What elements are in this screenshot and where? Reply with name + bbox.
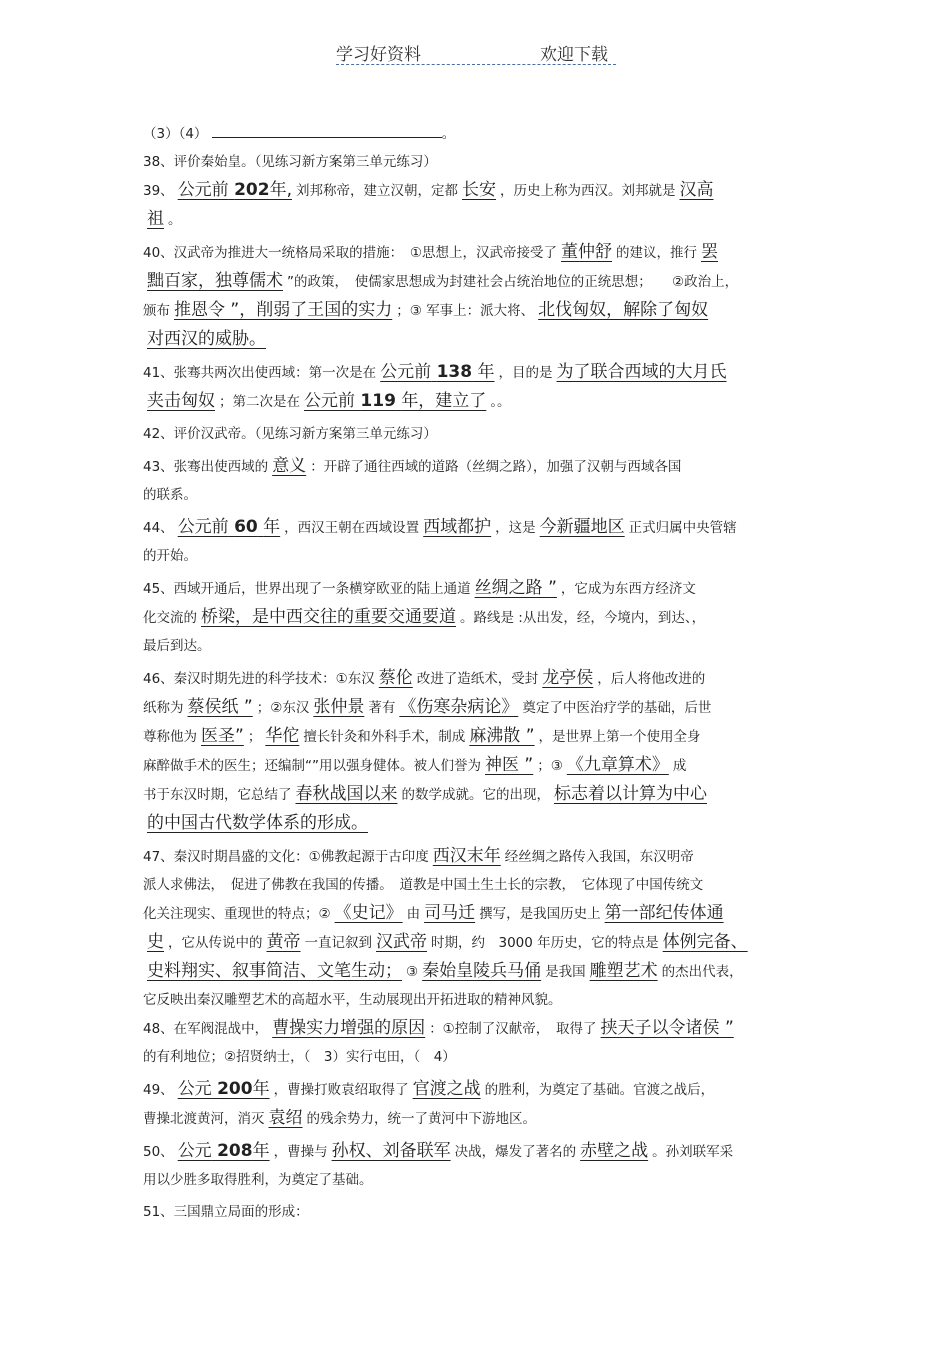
answer-text: 年，建立了 [401,391,487,411]
answer: 孙权、刘备联军 [331,1141,451,1161]
answer: 推恩令 ”，削弱了王国的实力 [174,300,393,320]
text: ，后人将他改进的 [597,671,706,687]
answer [300,391,490,411]
answer: 史 [147,932,164,952]
text: 38、评价秦始皇。（见练习新方案第三单元练习） [143,154,437,170]
item-44 [143,513,808,570]
text: ，这是 [495,520,536,536]
text: 它反映出秦汉雕塑艺术的高超水平，生动展现出开拓进取的精神风貌。 [143,992,562,1008]
text: 化关注现实、重现世的特点；② [143,906,331,922]
text: ，西汉王朝在西域设置 [284,520,420,536]
item-39 [143,176,808,234]
text: 的联系。 [143,487,197,503]
answer-text: 公元前 [177,180,229,200]
text: 。路线是 :从出发，经，今境内，到达、， [460,610,706,626]
text: 39、 [143,183,174,199]
text: 成 [672,758,687,774]
text: 50、 [143,1144,174,1160]
text: 。 [441,126,456,142]
text: 的有利地位；②招贤纳士，（ 3）实行屯田，（ 4） [143,1049,456,1065]
answer: 官渡之战 [412,1079,481,1099]
answer: 西域都护 [423,517,492,537]
answer-text: 公元前 [304,391,355,411]
text: ，它从传说中的 [168,935,263,951]
text: 43、张骞出使西域的 [143,459,269,475]
answer: 汉高 [679,180,714,200]
text: 的杰出代表， [661,964,743,980]
text: 擅长针灸和外科手术，制成 [303,729,466,745]
item-47 [143,842,808,1014]
answer: 的中国古代数学体系的形成。 [147,813,368,833]
item-45 [143,574,808,660]
text: ，是世界上第一个使用全身 [538,729,701,745]
answer [174,1141,274,1161]
answer: 标志着以计算为中心 [554,784,707,804]
text: 化交流的 [143,610,197,626]
text: 的建议，推行 [616,245,698,261]
text: 最后到达。 [143,638,211,654]
answer [174,517,284,537]
answer-text: 年 [252,1141,270,1161]
text: 曹操北渡黄河，消灭 [143,1111,265,1127]
answer: 司马迁 [424,903,476,923]
text: 用以少胜多取得胜利，为奠定了基础。 [143,1172,373,1188]
answer-blank [212,123,442,138]
text: 一直记叙到 [304,935,372,951]
text: 时期，约 3000 年历史，它的特点是 [431,935,659,951]
text: 尊称他为 [143,729,197,745]
answer: 罢 [701,242,719,262]
text: 。孙刘联军采 [652,1144,734,1160]
answer: 史料翔实、叙事简洁、文笔生动； [147,961,402,981]
answer-text: 年 [477,362,495,382]
document-body [143,120,808,1226]
answer-number: 208 [217,1141,253,1161]
answer: 赤壁之战 [580,1141,649,1161]
item-46 [143,664,808,838]
text: 纸称为 [143,700,184,716]
answer-text: 公元前 [380,362,432,382]
text: 撰写，是我国历史上 [479,906,601,922]
answer: 长安 [462,180,496,200]
answer-text: 公元 [177,1141,212,1161]
header-left: 学习好资料 [336,45,421,65]
answer: 为了联合西域的大月氏 [556,362,727,382]
text: 是我国 [545,964,586,980]
item-41 [143,358,808,416]
answer [174,1079,274,1099]
answer [376,362,498,382]
answer: 丝绸之路 ” [474,578,557,598]
answer: 黄帝 [266,932,301,952]
answer: 《九章算术》 [566,755,669,775]
answer-number: 60 [234,517,258,537]
text: 。 [168,212,182,228]
item-49 [143,1075,808,1133]
text: 的开始。 [143,548,197,564]
text: 41、张骞共两次出使西域：第一次是在 [143,365,377,381]
text: 的残余势力，统一了黄河中下游地区。 [306,1111,536,1127]
answer: 医圣” [201,726,244,746]
item-48 [143,1014,808,1071]
text: 决战，爆发了著名的 [454,1144,577,1160]
answer: 桥梁，是中西交往的重要交通要道 [201,607,456,627]
text: 奠定了中医治疗学的基础，后世 [522,700,712,716]
answer: 今新疆地区 [539,517,625,537]
text: 51、三国鼎立局面的形成： [143,1204,309,1220]
text: 45、西域开通后，世界出现了一条横穿欧亚的陆上通道 [143,581,471,597]
answer: 祖 [147,209,164,229]
answer: 对西汉的威胁。 [147,329,266,349]
answer: 曹操实力增强的原因 [272,1018,426,1038]
answer: 蔡侯纸 ” [187,697,253,717]
answer: 挟天子以令诸侯 ” [600,1018,734,1038]
answer: 西汉末年 [432,846,501,866]
answer-text: 年 [252,1079,270,1099]
item-40 [143,238,808,354]
text: ，历史上称为西汉。刘邦就是 [500,183,676,199]
text: ：①控制了汉献帝， 取得了 [429,1021,597,1037]
header-rule [336,64,616,65]
answer: 华佗 [265,726,300,746]
item-42 [143,420,808,448]
text: ，曹操与 [273,1144,328,1160]
text: 46、秦汉时期先进的科学技术：①东汉 [143,671,375,687]
text: 47、秦汉时期昌盛的文化：①佛教起源于古印度 [143,849,429,865]
answer-number: 138 [436,362,473,382]
header-right: 欢迎下载 [540,45,608,65]
answer: 《伤寒杂病论》 [399,697,519,717]
answer-text: 公元前 [177,517,229,537]
answer: 麻沸散 ” [469,726,535,746]
text: 48、在军阀混战中， [143,1021,269,1037]
text: 49、 [143,1082,174,1098]
answer-number: 200 [217,1079,253,1099]
text: 派人求佛法， 促进了佛教在我国的传播。 道教是中国土生土长的宗教， 它体现了中国传统文 [143,877,704,893]
answer-text: 年 [263,517,281,537]
text: ：开辟了通往西域的道路（丝绸之路），加强了汉朝与西域各国 [310,459,682,475]
answer-number: 202 [234,180,270,200]
text: ；第二次是在 [219,394,300,410]
text: 的数学成就。它的出现， [401,787,550,803]
answer: 雕塑艺术 [589,961,658,981]
answer: 秦始皇陵兵马俑 [422,961,542,981]
text: 。。 [490,394,511,410]
text: （3）（4） [143,126,208,142]
answer: 袁绍 [268,1108,303,1128]
text: 著有 [368,700,396,716]
item-34-cont [143,120,808,148]
answer: 夹击匈奴 [147,391,215,411]
text: 的胜利，为奠定了基础。官渡之战后， [484,1082,715,1098]
text: 正式归属中央管辖 [628,520,737,536]
text: ，目的是 [498,365,553,381]
text: 麻醉做手术的医生；还编制“”用以强身健体。被人们誉为 [143,758,481,774]
text: ”的政策， 使儒家思想成为封建社会占统治地位的正统思想； ②政治上， [287,274,739,290]
answer: 第一部纪传体通 [604,903,724,923]
answer: 体例完备、 [662,932,748,952]
text: 经丝绸之路传入我国，东汉明帝 [504,849,694,865]
text: 42、评价汉武帝。（见练习新方案第三单元练习） [143,426,437,442]
item-38 [143,148,808,176]
text: ；③ 军事上：派大将、 [396,303,535,319]
item-43 [143,452,808,509]
text: ，曹操打败袁绍取得了 [273,1082,409,1098]
item-51 [143,1198,808,1226]
answer-text: 年, [269,180,292,200]
text: ；②东汉 [256,700,310,716]
text: 颁布 [143,303,170,319]
answer: 黜百家，独尊儒术 [147,271,283,291]
answer: 北伐匈奴，解除了匈奴 [538,300,709,320]
answer: 张仲景 [313,697,365,717]
text: 44、 [143,520,174,536]
answer: 董仲舒 [561,242,613,262]
answer: 意义 [272,456,307,476]
text: 书于东汉时期，它总结了 [143,787,292,803]
answer: 神医 ” [485,755,534,775]
answer: 汉武帝 [376,932,427,952]
answer-number: 119 [360,391,396,411]
text: ； [247,729,262,745]
answer: 龙亭侯 [542,668,594,688]
text: 刘邦称帝，建立汉朝，定都 [296,183,458,199]
text: 改进了造纸术，受封 [416,671,539,687]
answer-text: 公元 [177,1079,212,1099]
answer: 春秋战国以来 [295,784,398,804]
text: 由 [406,906,421,922]
answer: 《史记》 [334,903,403,923]
answer [174,180,296,200]
answer: 蔡伦 [378,668,413,688]
text: ；③ [537,758,563,774]
text: 40、汉武帝为推进大一统格局采取的措施： ①思想上，汉武帝接受了 [143,245,558,261]
text: ，它成为东西方经济文 [560,581,696,597]
text: ③ [406,964,419,980]
item-50 [143,1137,808,1194]
